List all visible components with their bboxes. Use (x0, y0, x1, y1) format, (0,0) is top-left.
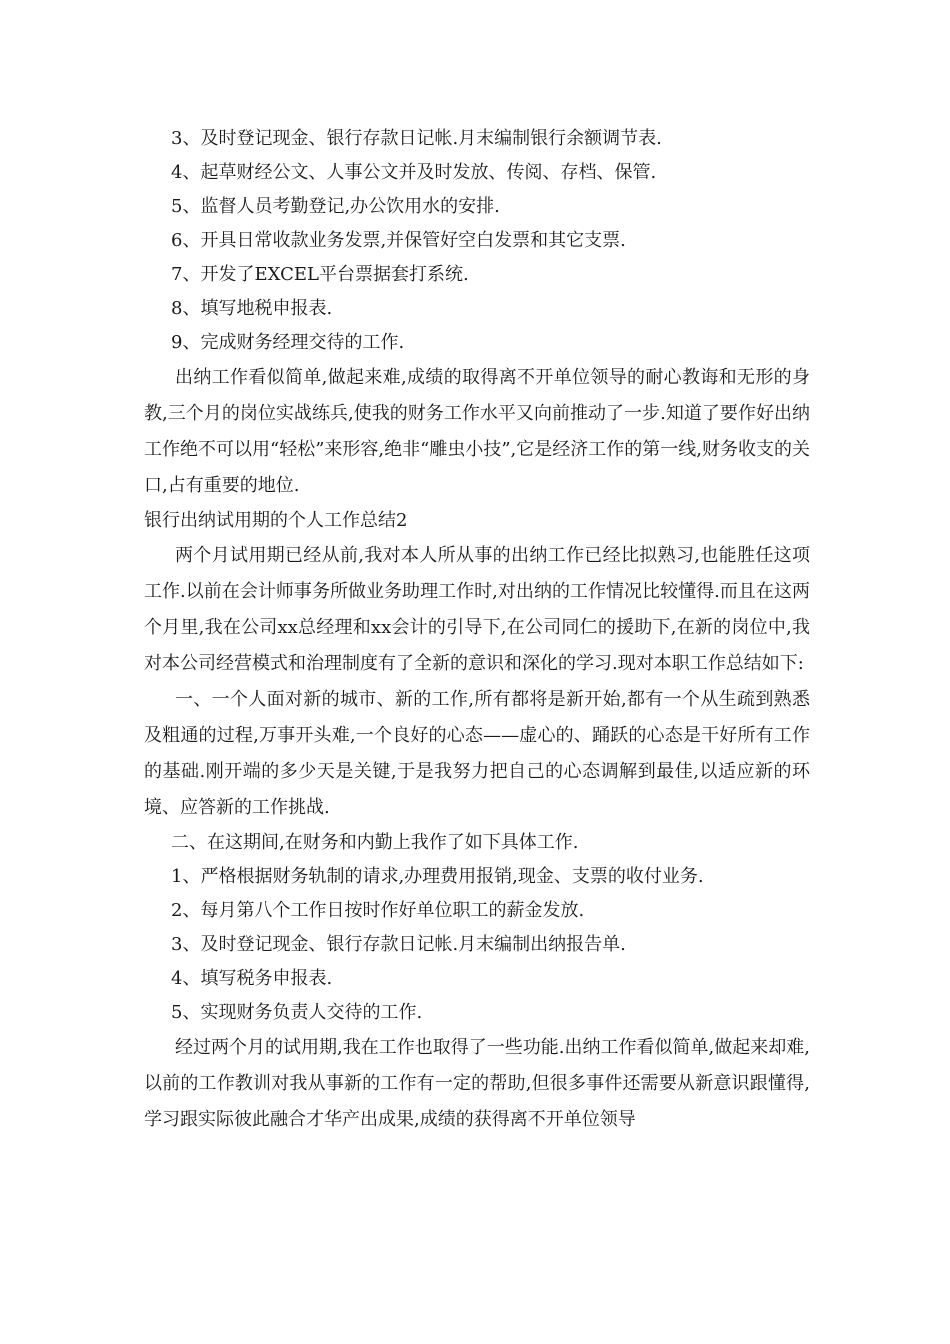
list-item: 9、完成财务经理交待的工作. (171, 332, 405, 353)
document-body (144, 122, 810, 1138)
list-item: 5、监督人员考勤登记,办公饮用水的安排. (171, 196, 500, 217)
point-two-heading: 二、在这期间,在财务和内勤上我作了如下具体工作. (171, 832, 579, 853)
list-item: 8、填写地税申报表. (171, 298, 333, 319)
list-item: 7、开发了EXCEL平台票据套打系统. (171, 264, 469, 285)
list-item: 5、实现财务负责人交待的工作. (171, 1002, 423, 1023)
summary-paragraph: 出纳工作看似简单,做起来难,成绩的取得离不开单位领导的耐心教诲和无形的身教,三个月的岗位实战练兵,使我的财务工作水平又向前推动了一步.知道了要作好出纳工作绝不可以用“轻松”来形容,绝非“雕虫小技”,它是经济工作的第一线,财务收支的关口,占有重要的地位. (144, 367, 810, 496)
point-one-paragraph: 一、一个人面对新的城市、新的工作,所有都将是新开始,都有一个从生疏到熟悉及粗通的过程,万事开头难,一个良好的心态——虚心的、踊跃的心态是干好所有工作的基础.刚开端的多少天是关键,于是我努力把自己的心态调解到最佳,以适应新的环境、应答新的工作挑战. (144, 689, 810, 818)
list-item: 3、及时登记现金、银行存款日记帐.月末编制银行余额调节表. (171, 128, 662, 149)
closing-paragraph: 经过两个月的试用期,我在工作也取得了一些功能.出纳工作看似简单,做起来却难,以前的工作教训对我从事新的工作有一定的帮助,但很多事件还需要从新意识跟懂得,学习跟实际彼此融合才华产出成果,成绩的获得离不开单位领导 (144, 1037, 810, 1130)
list-item: 3、及时登记现金、银行存款日记帐.月末编制出纳报告单. (171, 934, 626, 955)
list-item: 4、起草财经公文、人事公文并及时发放、传阅、存档、保管. (171, 162, 657, 183)
list-item: 4、填写税务申报表. (171, 968, 333, 989)
intro-paragraph: 两个月试用期已经从前,我对本人所从事的出纳工作已经比拟熟习,也能胜任这项工作.以前在会计师事务所做业务助理工作时,对出纳的工作情况比较懂得.而且在这两个月里,我在公司xx总经理和xx会计的引导下,在公司同仁的援助下,在新的岗位中,我对本公司经营模式和治理制度有了全新的意识和深化的学习.现对本职工作总结如下: (144, 545, 810, 674)
list-item: 1、严格根据财务轨制的请求,办理费用报销,现金、支票的收付业务. (171, 866, 704, 887)
list-item: 2、每月第八个工作日按时作好单位职工的薪金发放. (171, 900, 585, 921)
list-item: 6、开具日常收款业务发票,并保管好空白发票和其它支票. (171, 230, 626, 251)
section-heading: 银行出纳试用期的个人工作总结2 (144, 510, 408, 531)
